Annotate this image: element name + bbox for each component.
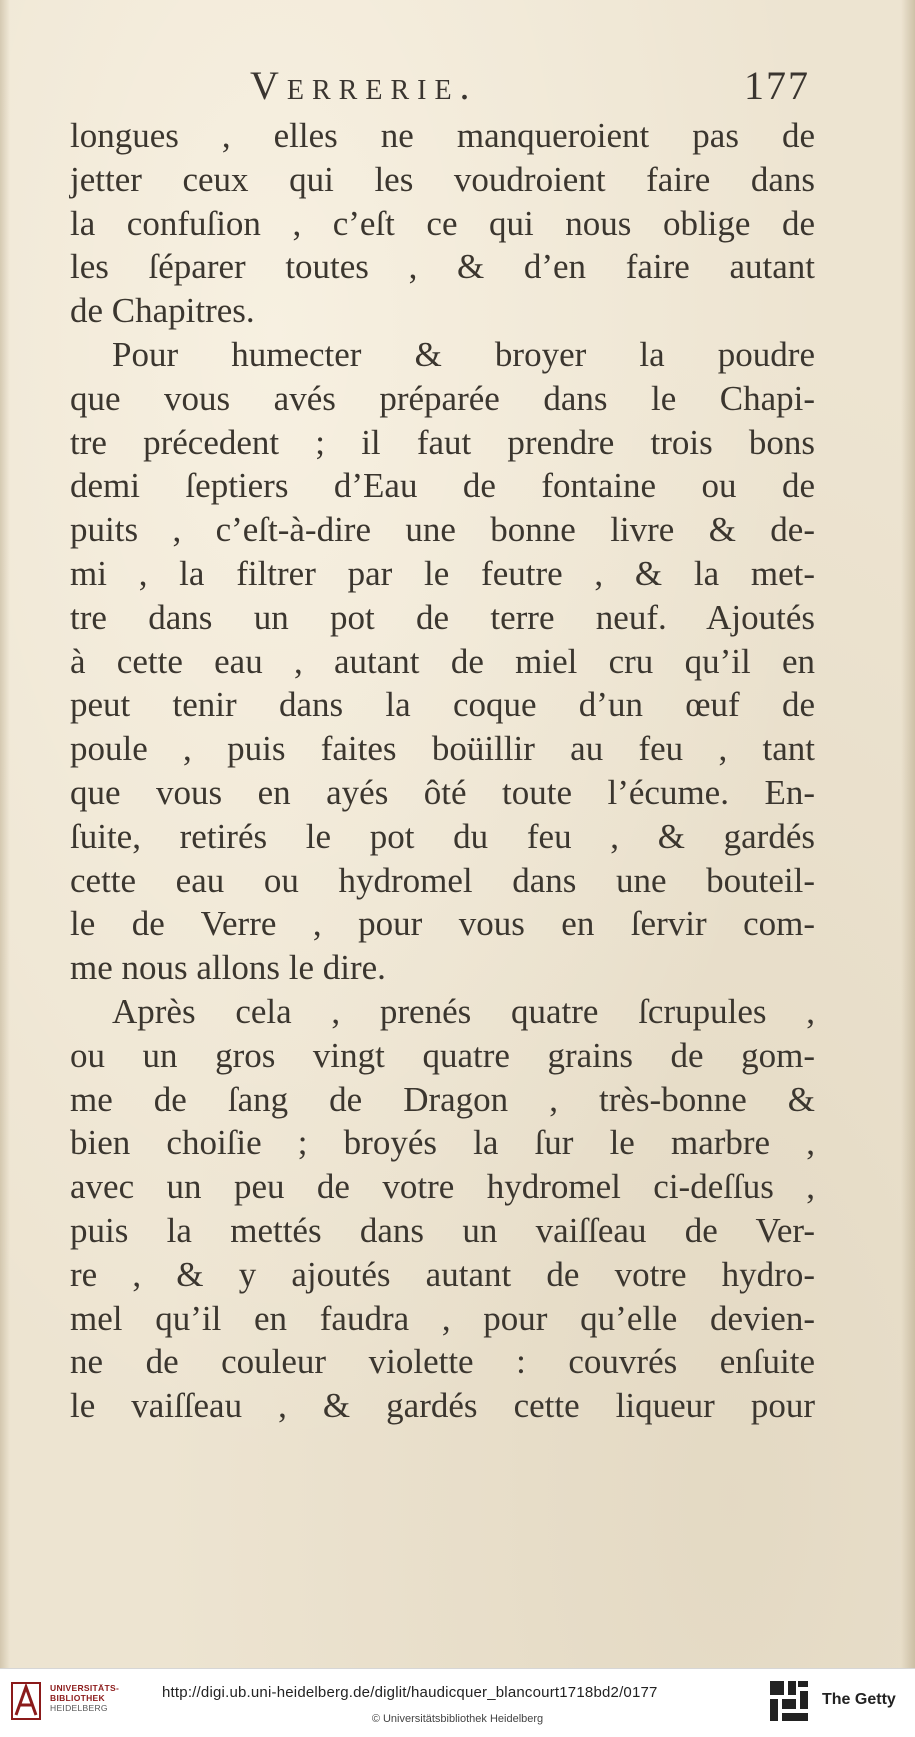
- body-text: [70, 114, 815, 1428]
- text-line: à cette eau , autant de miel cru qu’il en: [70, 641, 815, 681]
- page-edge-right: [901, 0, 915, 1668]
- text-line: de Chapitres.: [70, 291, 255, 331]
- partner-name: The Getty: [822, 1691, 896, 1708]
- text-line: mi , la filtrer par le feutre , & la met-: [70, 553, 815, 593]
- footer-bar: [0, 1668, 915, 1737]
- running-title: Verrerie.: [250, 63, 478, 108]
- text-line: le vaiſſeau , & gardés cette liqueur pour: [70, 1386, 815, 1426]
- running-head: [250, 62, 810, 112]
- text-line: que vous en ayés ôté toute l’écume. En-: [70, 772, 815, 812]
- text-line: puis la mettés dans un vaiſſeau de Ver-: [70, 1210, 815, 1250]
- text-line: ſuite, retirés le pot du feu , & gardés: [70, 816, 815, 856]
- text-line: Après cela , prenés quatre ſcrupules ,: [112, 991, 815, 1031]
- library-name-line: BIBLIOTHEK: [50, 1693, 105, 1703]
- text-line: bien choiſie ; broyés la ſur le marbre ,: [70, 1123, 815, 1163]
- page-number: 177: [744, 63, 810, 108]
- permalink-url[interactable]: http://digi.ub.uni-heidelberg.de/diglit/haudicquer_blancourt1718bd2/0177: [162, 1684, 658, 1701]
- library-name-line: UNIVERSITÄTS-: [50, 1683, 120, 1693]
- text-line: ne de couleur violette : couvrés enſuite: [70, 1342, 815, 1382]
- text-line: tre précedent ; il faut prendre trois bons: [70, 422, 815, 462]
- text-line: longues , elles ne manqueroient pas de: [70, 116, 815, 155]
- text-line: le de Verre , pour vous en ſervir com-: [70, 904, 815, 944]
- text-line: les ſéparer toutes , & d’en faire autant: [70, 247, 815, 287]
- text-line: ou un gros vingt quatre grains de gom-: [70, 1035, 815, 1075]
- text-line: re , & y ajoutés autant de votre hydro-: [70, 1254, 815, 1294]
- text-line: avec un peu de votre hydromel ci-deſſus ,: [70, 1167, 815, 1207]
- library-name: [50, 1683, 119, 1713]
- text-line: jetter ceux qui les voudroient faire dans: [70, 159, 815, 199]
- text-line: Pour humecter & broyer la poudre: [112, 334, 815, 374]
- text-line: demi ſeptiers d’Eau de fontaine ou de: [70, 466, 815, 506]
- text-line: que vous avés préparée dans le Chapi-: [70, 378, 815, 418]
- library-city: HEIDELBERG: [50, 1703, 108, 1713]
- text-line: la confuſion , c’eſt ce qui nous oblige de: [70, 203, 815, 243]
- copyright-notice: © Universitätsbibliothek Heidelberg: [371, 1713, 544, 1725]
- page-edge-left: [0, 0, 10, 1668]
- text-line: poule , puis faites boüillir au feu , tant: [70, 729, 815, 769]
- text-line: puits , c’eſt-à-dire une bonne livre & de-: [70, 510, 815, 550]
- text-line: mel qu’il en faudra , pour qu’elle devien-: [70, 1298, 815, 1338]
- text-line: me nous allons le dire.: [70, 948, 386, 988]
- text-line: peut tenir dans la coque d’un œuf de: [70, 685, 815, 725]
- text-line: me de ſang de Dragon , très-bonne &: [70, 1079, 815, 1119]
- getty-logo-icon: [768, 1677, 810, 1727]
- text-line: cette eau ou hydromel dans une bouteil-: [70, 860, 815, 900]
- text-line: tre dans un pot de terre neuf. Ajoutés: [70, 597, 815, 637]
